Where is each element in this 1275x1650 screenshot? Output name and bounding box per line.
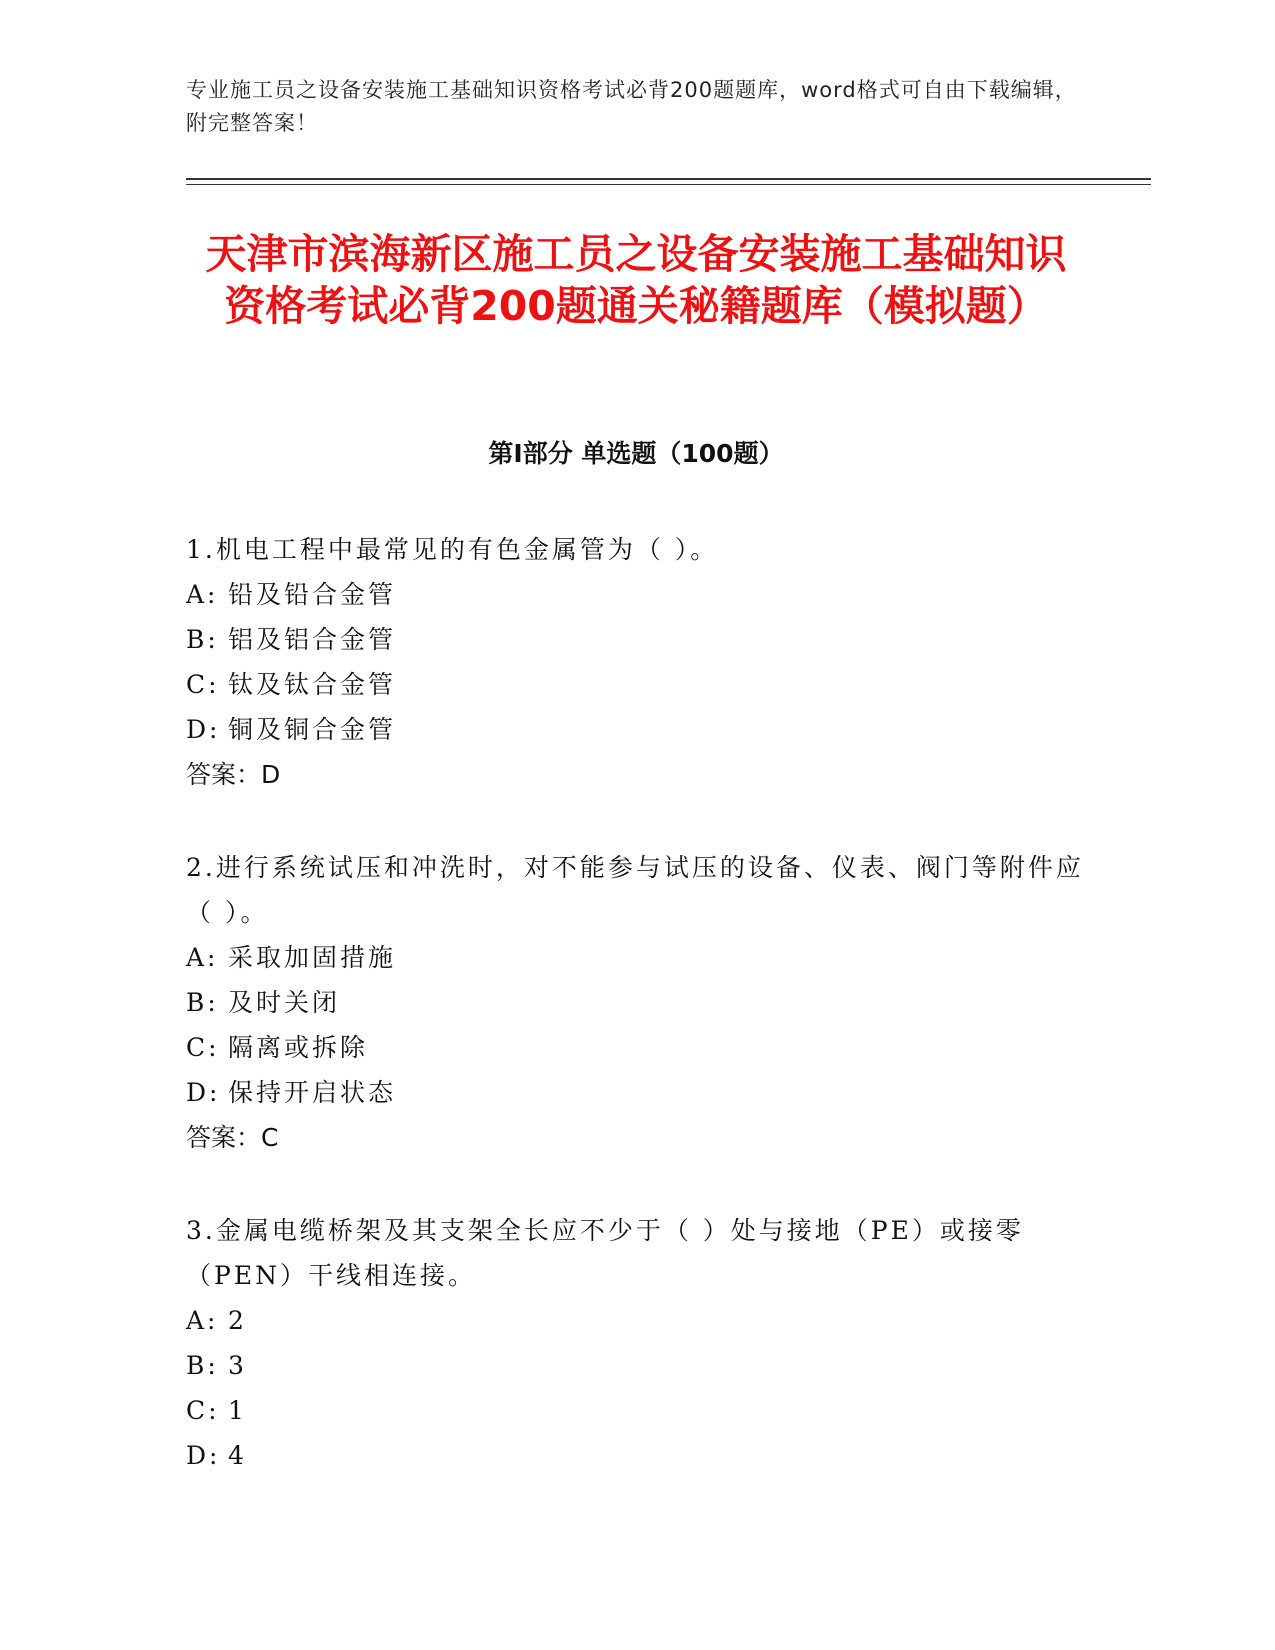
option-letter: C: — [186, 1033, 220, 1062]
option-letter: B: — [186, 1351, 219, 1380]
option-c — [186, 662, 1086, 707]
option-c — [186, 1025, 1086, 1070]
question-stem: 1.机电工程中最常见的有色金属管为（ ）。 — [186, 535, 719, 564]
option-text: 铝及铝合金管 — [228, 625, 397, 654]
option-a — [186, 935, 1086, 980]
option-letter: D: — [186, 1078, 221, 1107]
option-b — [186, 980, 1086, 1025]
question-stem: 3.金属电缆桥架及其支架全长应不少于（ ）处与接地（PE）或接零（PEN）干线相连接。 — [186, 1216, 1024, 1290]
option-letter: A: — [186, 943, 219, 972]
answer-line: 答案：C — [186, 1123, 279, 1152]
option-c — [186, 1388, 1086, 1433]
option-a — [186, 572, 1086, 617]
option-text: 铜及铜合金管 — [228, 715, 397, 744]
option-text: 隔离或拆除 — [228, 1033, 369, 1062]
header-note: 专业施工员之设备安装施工基础知识资格考试必背200题题库，word格式可自由下载编辑，附完整答案！ — [186, 78, 1077, 135]
option-text: 保持开启状态 — [228, 1078, 397, 1107]
option-letter: B: — [186, 625, 219, 654]
option-text: 4 — [228, 1441, 247, 1470]
document-title: 天津市滨海新区施工员之设备安装施工基础知识资格考试必背200题通关秘籍题库（模拟题） — [205, 230, 1067, 330]
question-1 — [186, 527, 1086, 797]
option-letter: A: — [186, 580, 219, 609]
option-text: 3 — [228, 1351, 247, 1380]
question-list — [186, 527, 1086, 1526]
option-text: 采取加固措施 — [228, 943, 397, 972]
option-text: 钛及钛合金管 — [228, 670, 397, 699]
option-a — [186, 1298, 1086, 1343]
option-text: 及时关闭 — [228, 988, 341, 1017]
question-2 — [186, 845, 1086, 1160]
option-letter: B: — [186, 988, 219, 1017]
option-letter: D: — [186, 715, 221, 744]
answer-line: 答案：D — [186, 760, 281, 789]
option-letter: C: — [186, 670, 220, 699]
option-d — [186, 1070, 1086, 1115]
option-letter: C: — [186, 1396, 220, 1425]
option-letter: A: — [186, 1306, 219, 1335]
question-stem: 2.进行系统试压和冲洗时，对不能参与试压的设备、仪表、阀门等附件应（ ）。 — [186, 853, 1084, 927]
option-letter: D: — [186, 1441, 221, 1470]
header-divider-thin — [186, 184, 1151, 185]
question-3 — [186, 1208, 1086, 1478]
section-heading: 第I部分 单选题（100题） — [488, 439, 784, 468]
option-d — [186, 1433, 1086, 1478]
option-text: 铅及铅合金管 — [228, 580, 397, 609]
option-b — [186, 617, 1086, 662]
option-b — [186, 1343, 1086, 1388]
option-d — [186, 707, 1086, 752]
option-text: 2 — [228, 1306, 247, 1335]
option-text: 1 — [228, 1396, 247, 1425]
header-divider-thick — [186, 178, 1151, 180]
